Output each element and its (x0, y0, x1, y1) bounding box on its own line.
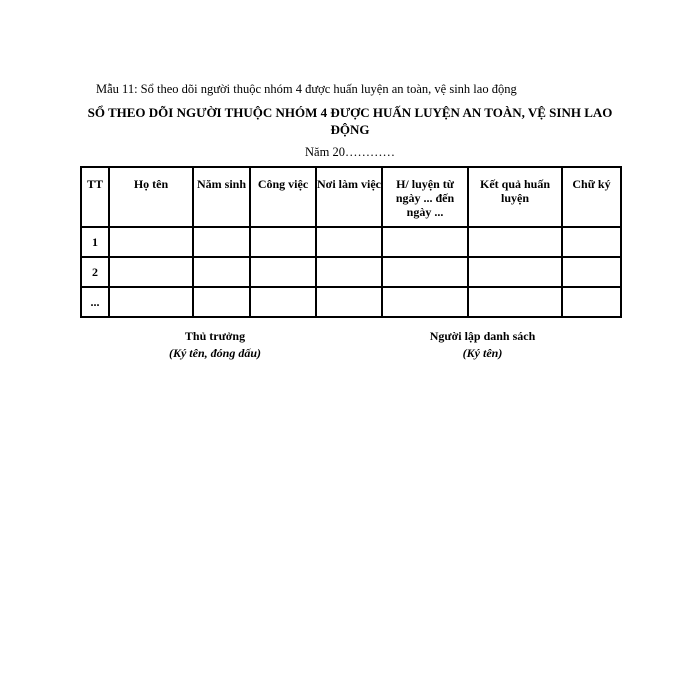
signature-block-head (140, 328, 290, 362)
header-tt: TT (81, 167, 109, 227)
cell-training-result (468, 257, 562, 287)
header-training-period: H/ luyện từ ngày ... đến ngày ... (382, 167, 468, 227)
header-training-result: Kết quả huấn luyện (468, 167, 562, 227)
cell-full-name (109, 227, 193, 257)
cell-signature (562, 287, 621, 317)
row-number: 2 (81, 257, 109, 287)
cell-job (250, 287, 316, 317)
row-number: ... (81, 287, 109, 317)
cell-full-name (109, 257, 193, 287)
cell-signature (562, 227, 621, 257)
cell-signature (562, 257, 621, 287)
table-row (81, 227, 621, 257)
signature-block-preparer (400, 328, 565, 362)
cell-birth-year (193, 287, 250, 317)
table-row (81, 257, 621, 287)
cell-workplace (316, 257, 382, 287)
document-year-line: Năm 20………… (305, 145, 395, 159)
cell-training-period (382, 257, 468, 287)
row-number: 1 (81, 227, 109, 257)
document-title: SỔ THEO DÕI NGƯỜI THUỘC NHÓM 4 ĐƯỢC HUẤN LUYỆN AN TOÀN, VỆ SINH LAO ĐỘNG (87, 105, 613, 137)
cell-full-name (109, 287, 193, 317)
cell-workplace (316, 227, 382, 257)
cell-training-result (468, 227, 562, 257)
form-label: Mẫu 11: Sổ theo dõi người thuộc nhóm 4 được huấn luyện an toàn, vệ sinh lao động (96, 82, 517, 96)
cell-job (250, 227, 316, 257)
header-full-name: Họ tên (109, 167, 193, 227)
signature-preparer-note: (Ký tên) (462, 346, 503, 360)
cell-training-period (382, 287, 468, 317)
cell-training-period (382, 227, 468, 257)
header-signature: Chữ ký (562, 167, 621, 227)
signature-head-role: Thủ trưởng (184, 329, 246, 343)
header-job: Công việc (250, 167, 316, 227)
cell-training-result (468, 287, 562, 317)
header-workplace: Nơi làm việc (316, 167, 382, 227)
table-row (81, 287, 621, 317)
signature-head-note: (Ký tên, đóng dấu) (168, 346, 261, 360)
cell-birth-year (193, 227, 250, 257)
cell-job (250, 257, 316, 287)
cell-workplace (316, 287, 382, 317)
header-birth-year: Năm sinh (193, 167, 250, 227)
register-table (80, 166, 622, 318)
signature-preparer-role: Người lập danh sách (429, 329, 536, 343)
table-header-row (81, 167, 621, 227)
cell-birth-year (193, 257, 250, 287)
